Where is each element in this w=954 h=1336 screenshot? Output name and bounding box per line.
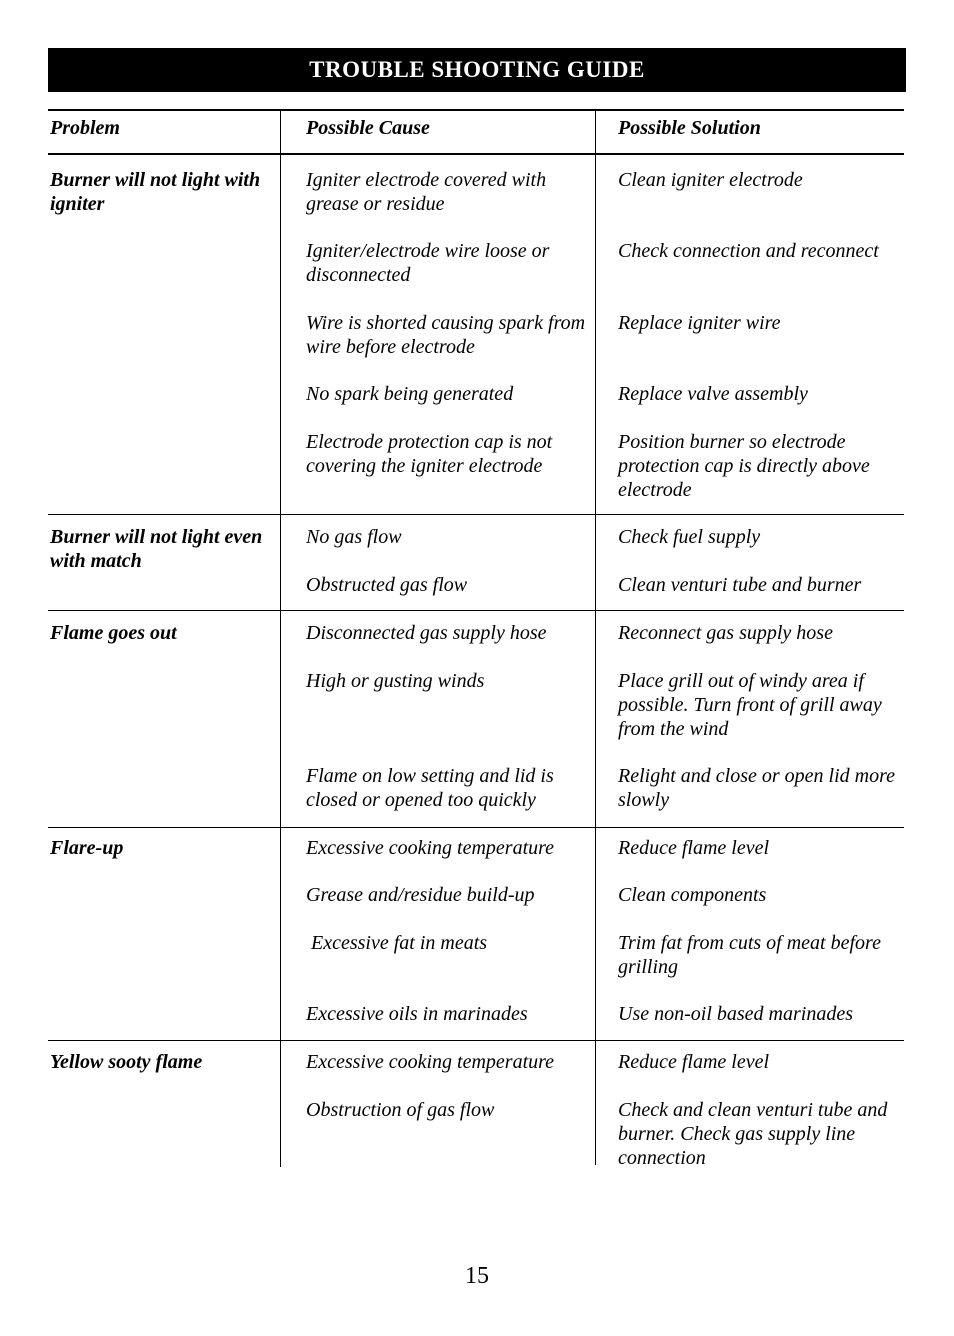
solution-cell: Use non-oil based marinades bbox=[618, 1003, 853, 1025]
cause-cell: Excessive cooking temperature bbox=[306, 837, 555, 859]
solution-cell: Reconnect gas supply hose bbox=[618, 622, 833, 644]
problem-cell: Flare-up bbox=[50, 837, 124, 859]
header-problem: Problem bbox=[50, 117, 120, 139]
solution-cell: Position burner so electrode protection cap is directly above electrode bbox=[618, 431, 870, 501]
problem-cell: Flame goes out bbox=[50, 622, 177, 644]
page-number: 15 bbox=[465, 1263, 489, 1289]
cause-cell: Igniter electrode covered with grease or residue bbox=[306, 169, 547, 215]
header-top-rule bbox=[48, 109, 904, 111]
solution-cell: Clean igniter electrode bbox=[618, 169, 803, 191]
solution-cell: Check fuel supply bbox=[618, 526, 761, 548]
header-solution: Possible Solution bbox=[618, 117, 761, 139]
section-divider bbox=[48, 610, 904, 611]
cause-cell: Obstructed gas flow bbox=[306, 574, 468, 596]
header-cause: Possible Cause bbox=[306, 117, 430, 139]
problem-cell: Yellow sooty flame bbox=[50, 1051, 203, 1073]
cause-cell: Excessive cooking temperature bbox=[306, 1051, 555, 1073]
solution-cell: Clean venturi tube and burner bbox=[618, 574, 862, 596]
solution-cell: Relight and close or open lid more slowly bbox=[618, 765, 895, 811]
section-divider bbox=[48, 1040, 904, 1041]
problem-cell: Burner will not light even with match bbox=[50, 526, 263, 572]
cause-cell: No spark being generated bbox=[306, 383, 514, 405]
problem-cell: Burner will not light with igniter bbox=[50, 169, 261, 215]
section-divider bbox=[48, 827, 904, 828]
header-bottom-rule bbox=[48, 153, 904, 155]
cause-cell: Grease and/residue build-up bbox=[306, 884, 535, 906]
cause-cell: Obstruction of gas flow bbox=[306, 1099, 495, 1121]
solution-cell: Place grill out of windy area if possible. Turn front of grill away from the wind bbox=[618, 670, 882, 740]
solution-cell: Clean components bbox=[618, 884, 767, 906]
section-divider bbox=[48, 514, 904, 515]
solution-cell: Trim fat from cuts of meat before grilling bbox=[618, 932, 881, 978]
solution-cell: Replace igniter wire bbox=[618, 312, 781, 334]
cause-cell: Flame on low setting and lid is closed or opened too quickly bbox=[306, 765, 554, 811]
solution-cell: Check connection and reconnect bbox=[618, 240, 879, 262]
cause-cell: Excessive oils in marinades bbox=[306, 1003, 528, 1025]
solution-cell: Check and clean venturi tube and burner. Check gas supply line connection bbox=[618, 1099, 888, 1169]
cause-cell: No gas flow bbox=[306, 526, 402, 548]
cause-cell: Wire is shorted causing spark from wire before electrode bbox=[306, 312, 586, 358]
solution-cell: Reduce flame level bbox=[618, 1051, 770, 1073]
cause-cell: Igniter/electrode wire loose or disconnected bbox=[306, 240, 550, 286]
cause-cell: Electrode protection cap is not covering the igniter electrode bbox=[306, 431, 553, 477]
column-divider-1 bbox=[280, 111, 281, 1167]
title-bar bbox=[48, 48, 906, 92]
solution-cell: Replace valve assembly bbox=[618, 383, 808, 405]
cause-cell: High or gusting winds bbox=[306, 670, 485, 692]
cause-cell: Disconnected gas supply hose bbox=[306, 622, 547, 644]
solution-cell: Reduce flame level bbox=[618, 837, 770, 859]
column-divider-2 bbox=[595, 111, 596, 1165]
page-title: TROUBLE SHOOTING GUIDE bbox=[309, 57, 645, 82]
cause-cell: Excessive fat in meats bbox=[306, 932, 488, 954]
